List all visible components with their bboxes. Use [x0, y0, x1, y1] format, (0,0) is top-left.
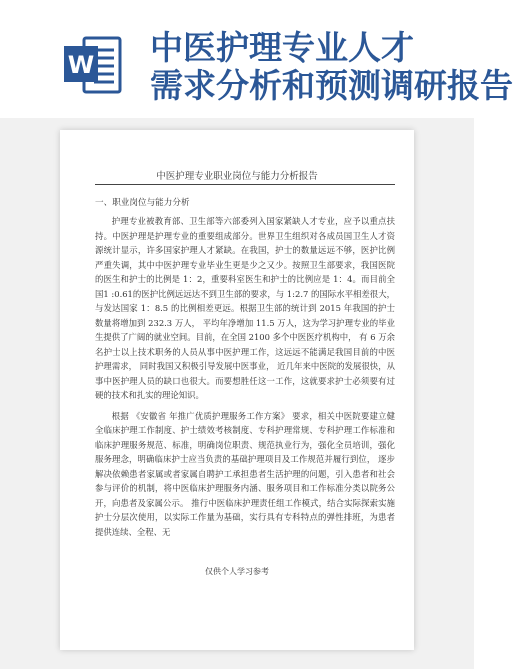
paragraph: 护理专业被教育部、卫生部等六部委列入国家紧缺人才专业，应予以重点扶持。中医护理是护理专业的重要组成部分。世界卫生组织对各成员国卫生人才资源统计显示，许多国家护理人才紧缺。在我国，护士的数量远远不够，医护比例严重失调，其中中医护理专业毕业生更是少之又少。按照卫生部要求，我国医院的医生和护士的比例是 1：2，重要科室医生和护士的比例应是 1：4。而目前全国1 :0.61的医护比例远远达不到卫生部的要求，与 1:2.7 的国际水平相差很大，与发达国家 1：8.5 的比例相差更远。根据卫生部的统计到 2015 年我国的护士数量将增加到 232.3 万人， 平均年净增加 11.5 万人，这为学习护理专业的毕业生提供了广阔的就业空间。目前，在全国 2100 多个中医医疗机构中， 有 6 万余名护士以上技术职务的人员从事中医护理工作，这远远不能满足我国目前的中医护理需求， 同时我国又积极引导发展中医事业， 近几年来中医院的发展很快，从事中医护理人员的缺口也很大。而要想胜任这一工作，这就要求护士必须要有过硬的技术和扎实的理论知识。: [95, 216, 395, 400]
document-page: [60, 130, 414, 650]
body-text: [95, 214, 395, 539]
header-banner: [0, 0, 513, 118]
report-title-line-2: 需求分析和预测调研报告: [150, 66, 513, 105]
word-doc-icon: [62, 34, 124, 96]
svg-text:W: W: [67, 51, 95, 79]
title-divider: [95, 184, 395, 185]
paragraph: 根据 《安徽省 年推广优质护理服务工作方案》 要求，相关中医院要建立健全临床护理工作制度、护士绩效考核制度、专科护理常规、专科护理工作标准和临床护理服务规范、标准，明确岗位职责、规范执业行为，强化全员培训，强化服务理念，明确临床护士应当负责的基础护理项目及工作规范并履行到位， 逐步解决依赖患者家属或者家属自聘护工承担患者生活护理的问题，引入患者和社会参与评价的机制，将中医临床护理服务内涵、服务项目和工作标准分类以院务公开，向患者及家属公示。 推行中医临床护理责任组工作模式，结合实际探索实施护士分层次使用，以实际工作量为基础，实行具有专科特点的弹性排班，为患者提供连续、全程、无: [95, 410, 395, 537]
document-title: 中医护理专业职业岗位与能力分析报告: [156, 171, 318, 182]
section-heading: 一、职业岗位与能力分析: [95, 198, 190, 208]
page-footer: 仅供个人学习参考: [205, 567, 269, 576]
report-title-line-1: 中医护理专业人才: [150, 28, 414, 67]
